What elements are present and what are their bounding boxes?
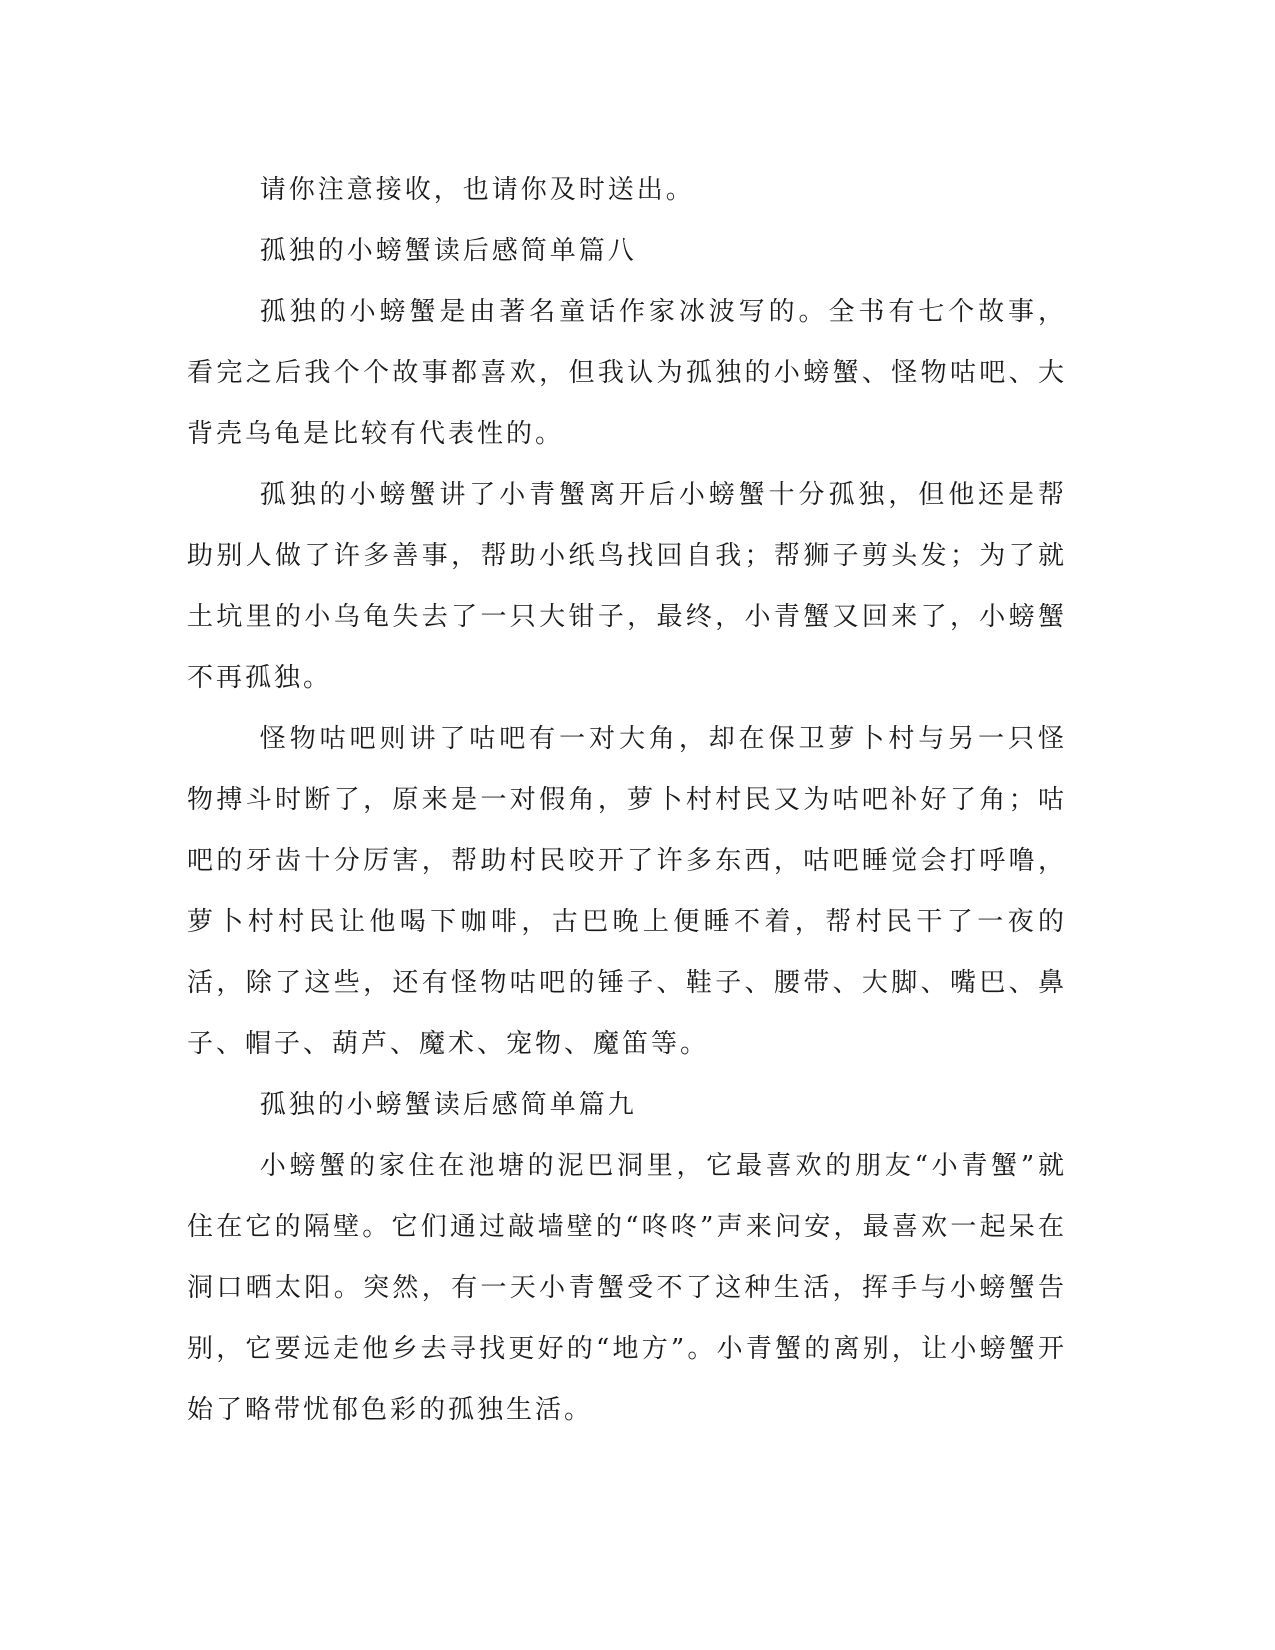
paragraph-closing-line: 请你注意接收，也请你及时送出。 [259,175,695,205]
document-body [187,160,1067,1441]
section-heading-8: 孤独的小螃蟹读后感简单篇八 [259,236,637,266]
paragraph-intro: 孤独的小螃蟹是由著名童话作家冰波写的。全书有七个故事，看完之后我个个故事都喜欢，但我认为孤独的小螃蟹、怪物咕吧、大背壳乌龟是比较有代表性的。 [187,297,1067,449]
section-heading-9: 孤独的小螃蟹读后感简单篇九 [259,1090,637,1120]
paragraph-lonely-crab: 孤独的小螃蟹讲了小青蟹离开后小螃蟹十分孤独，但他还是帮助别人做了许多善事，帮助小纸鸟找回自我；帮狮子剪头发；为了就土坑里的小乌龟失去了一只大钳子，最终，小青蟹又回来了，小螃蟹不再孤独。 [187,480,1067,693]
paragraph-crab-home: 小螃蟹的家住在池塘的泥巴洞里，它最喜欢的朋友“小青蟹”就住在它的隔壁。它们通过敲墙壁的“咚咚”声来问安，最喜欢一起呆在洞口晒太阳。突然，有一天小青蟹受不了这种生活，挥手与小螃蟹告别，它要远走他乡去寻找更好的“地方”。小青蟹的离别，让小螃蟹开始了略带忧郁色彩的孤独生活。 [187,1151,1067,1425]
paragraph-monster-guba: 怪物咕吧则讲了咕吧有一对大角，却在保卫萝卜村与另一只怪物搏斗时断了，原来是一对假角，萝卜村村民又为咕吧补好了角；咕吧的牙齿十分厉害，帮助村民咬开了许多东西，咕吧睡觉会打呼噜，萝卜村村民让他喝下咖啡，古巴晚上便睡不着，帮村民干了一夜的活，除了这些，还有怪物咕吧的锤子、鞋子、腰带、大脚、嘴巴、鼻子、帽子、葫芦、魔术、宠物、魔笛等。 [187,724,1067,1059]
